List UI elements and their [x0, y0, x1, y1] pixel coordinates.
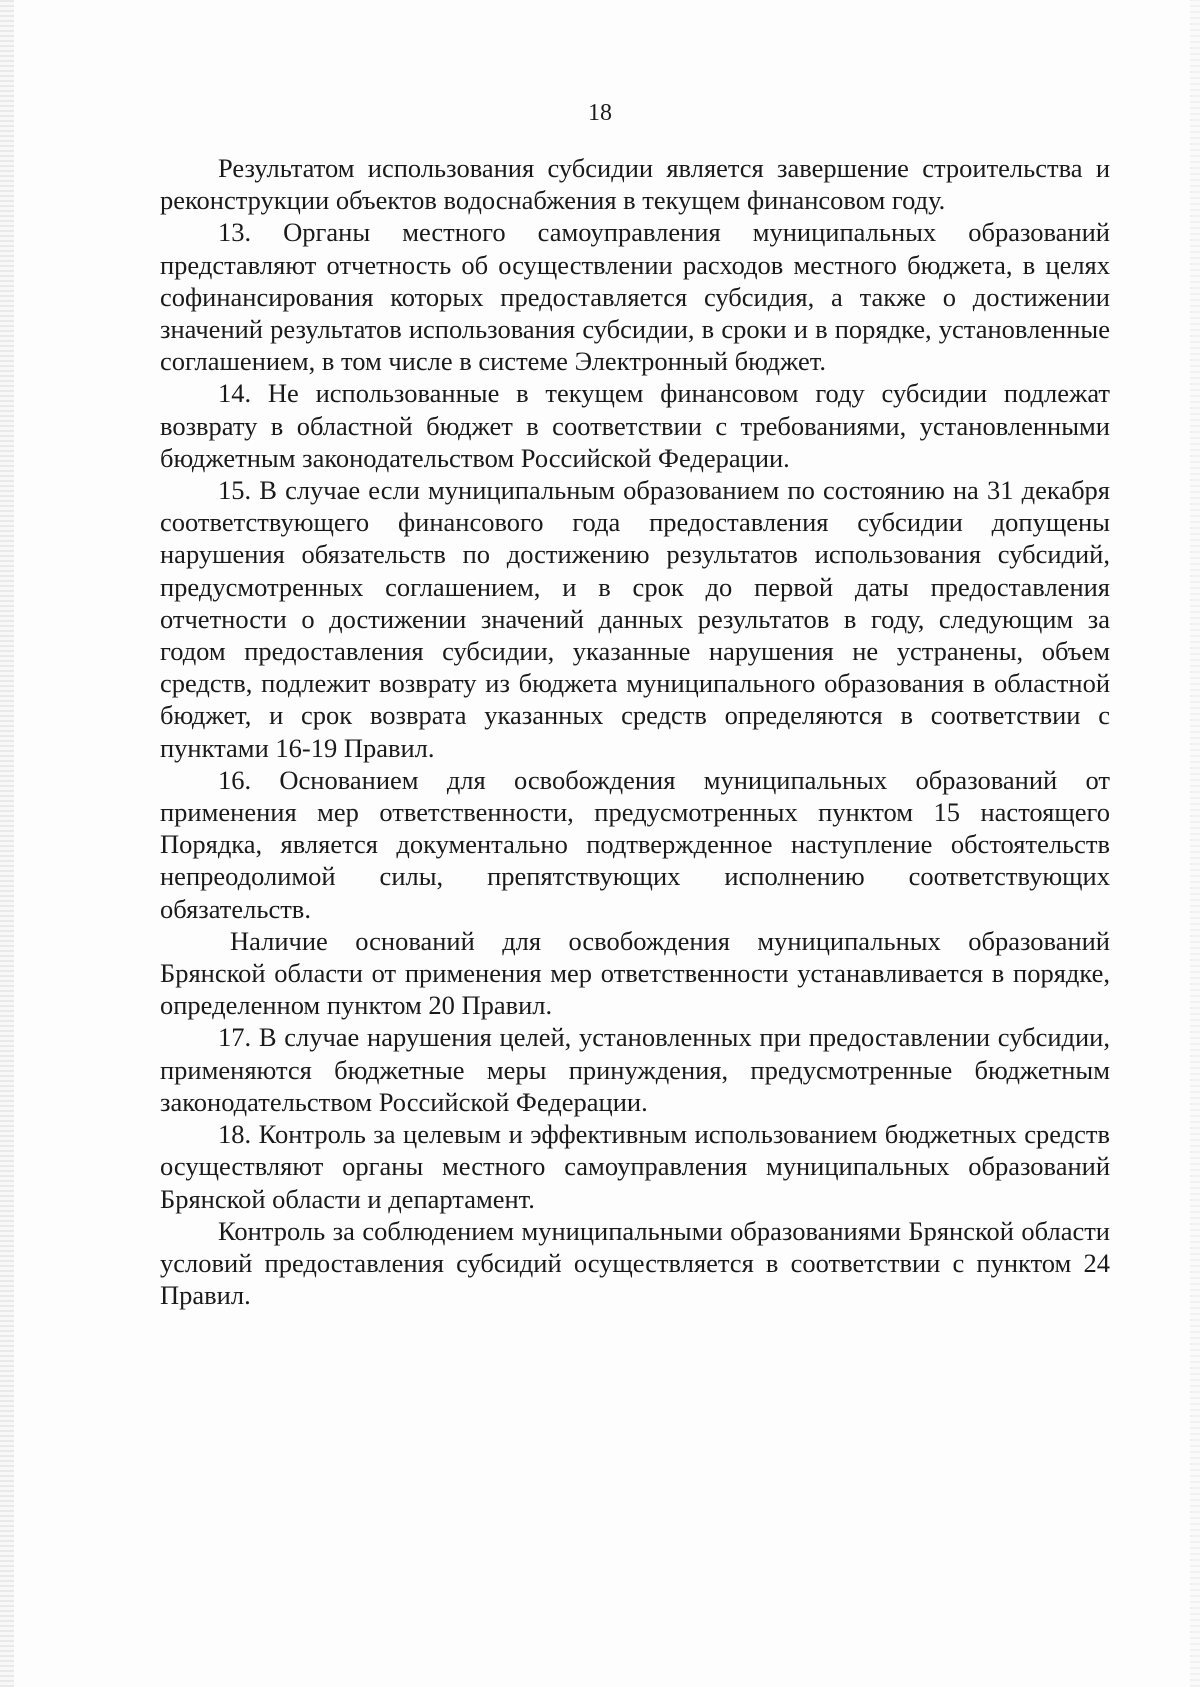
paragraph-16: 16. Основанием для освобождения муниципальных образований от применения мер ответственности, предусмотренных пунктом 15 настоящего Порядка, является документально подтвержденное наступление обстоятельств непреодолимой силы, препятствующих исполнению соответствующих обязательств.	[160, 764, 1110, 924]
paragraph-18-control: Контроль за соблюдением муниципальными образованиями Брянской области условий предоставления субсидий осуществляется в соответствии с пунктом 24 Правил.	[160, 1215, 1110, 1311]
paragraph-13: 13. Органы местного самоуправления муниципальных образований представляют отчетность об осуществлении расходов местного бюджета, в целях софинансирования которых предоставляется субсидия, а также о достижении значений результатов использования субсидии, в сроки и в порядке, установленные соглашением, в том числе в системе Электронный бюджет.	[160, 217, 1110, 377]
document-body	[160, 152, 1110, 1311]
paragraph-16-grounds: Наличие оснований для освобождения муниципальных образований Брянской области от применения мер ответственности устанавливается в порядке, определенном пунктом 20 Правил.	[160, 925, 1110, 1021]
paragraph-15: 15. В случае если муниципальным образованием по состоянию на 31 декабря соответствующего финансового года предоставления субсидии допущены нарушения обязательств по достижению результатов использования субсидий, предусмотренных соглашением, и в срок до первой даты предоставления отчетности о достижении значений данных результатов в году, следующим за годом предоставления субсидии, указанные нарушения не устранены, объем средств, подлежит возврату из бюджета муниципального образования в областной бюджет, и срок возврата указанных средств определяются в соответствии с пунктами 16-19 Правил.	[160, 475, 1110, 763]
page-number: 18	[588, 100, 612, 126]
scan-edge-right	[1190, 0, 1200, 1687]
paragraph-17: 17. В случае нарушения целей, установленных при предоставлении субсидии, применяются бюджетные меры принуждения, предусмотренные бюджетным законодательством Российской Федерации.	[160, 1022, 1110, 1117]
scan-edge-left	[0, 0, 14, 1687]
paragraph-14: 14. Не использованные в текущем финансовом году субсидии подлежат возврату в областной бюджет в соответствии с требованиями, установленными бюджетным законодательством Российской Федерации.	[160, 378, 1110, 473]
paragraph-18: 18. Контроль за целевым и эффективным использованием бюджетных средств осуществляют органы местного самоуправления муниципальных образований Брянской области и департамент.	[160, 1119, 1110, 1214]
paragraph-result: Результатом использования субсидии является завершение строительства и реконструкции объектов водоснабжения в текущем финансовом году.	[160, 153, 1110, 216]
